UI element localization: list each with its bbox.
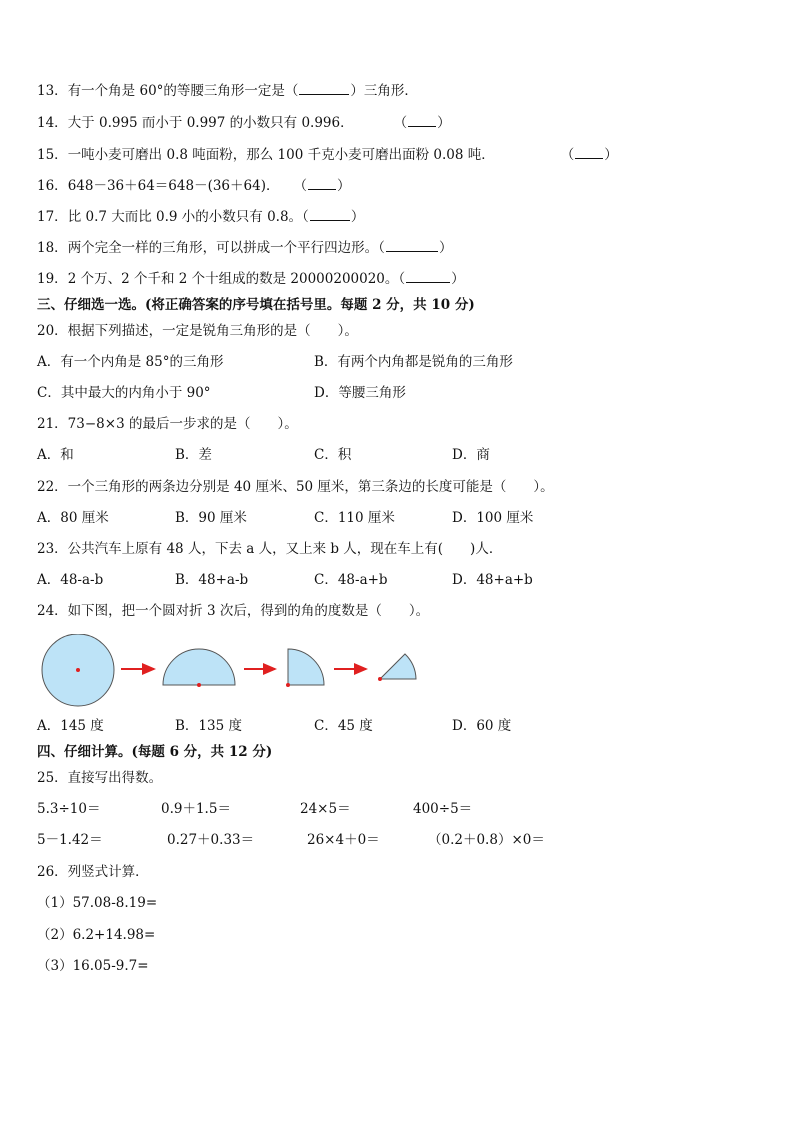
quarter-circle-shape: [288, 649, 324, 685]
option-22-c[interactable]: C．110 厘米: [314, 510, 395, 526]
section-heading-3: 三、仔细选一选。(将正确答案的序号填在括号里。每题 2 分，共 10 分): [37, 297, 475, 313]
question-17: [37, 208, 364, 226]
answer-blank[interactable]: [575, 146, 603, 159]
calc-item: （0.2＋0.8）×0＝: [428, 832, 545, 848]
paren-close: ）: [336, 178, 351, 194]
paren-open: （: [393, 115, 408, 131]
question-text: 比 0.7 大而比 0.9 小的小数只有 0.8。（: [67, 209, 309, 225]
calc-item: 5.3÷10＝: [37, 801, 101, 817]
paren-close: ）: [451, 271, 465, 287]
option-22-d[interactable]: D．100 厘米: [452, 510, 534, 526]
question-number: 16．: [37, 178, 68, 194]
question-text: 648－36＋64＝648－(36＋64)．: [67, 178, 280, 194]
option-20-d[interactable]: D．等腰三角形: [314, 385, 406, 401]
option-21-a[interactable]: A．和: [37, 447, 74, 463]
question-14: [37, 114, 451, 132]
option-23-b[interactable]: B．48+a-b: [175, 572, 249, 588]
vertical-calc-item-3: （3）16.05-9.7=: [37, 958, 149, 974]
question-number: 17．: [37, 209, 68, 225]
paren-close: ）: [350, 209, 365, 225]
question-number: 18．: [37, 240, 68, 256]
paren-close: ）: [604, 147, 618, 163]
eighth-circle-shape: [380, 654, 416, 679]
answer-blank[interactable]: [308, 177, 336, 190]
option-22-a[interactable]: A．80 厘米: [37, 510, 109, 526]
question-21-stem: 21．73−8×3 的最后一步求的是（ ）。: [37, 416, 298, 432]
question-13: [37, 82, 418, 100]
option-24-a[interactable]: A．145 度: [37, 718, 104, 734]
question-number: 14．: [37, 115, 68, 131]
option-22-b[interactable]: B．90 厘米: [175, 510, 247, 526]
option-21-b[interactable]: B．差: [175, 447, 212, 463]
question-19: [37, 270, 465, 288]
question-number: 19．: [37, 271, 68, 287]
paren-close: ）: [438, 240, 453, 256]
section-heading-4: 四、仔细计算。(每题 6 分，共 12 分): [37, 744, 273, 760]
calc-item: 0.27＋0.33＝: [167, 832, 255, 848]
question-text-end: ）三角形．: [350, 83, 418, 99]
question-text: 大于 0.995 而小于 0.997 的小数只有 0.996．: [67, 115, 354, 131]
option-20-c[interactable]: C．其中最大的内角小于 90°: [37, 385, 211, 401]
paren-open: （: [293, 178, 307, 194]
answer-blank[interactable]: [310, 208, 350, 221]
option-23-a[interactable]: A．48-a-b: [37, 572, 104, 588]
question-24-stem: 24．如下图，把一个圆对折 3 次后，得到的角的度数是（ ）。: [37, 603, 430, 619]
question-15: [37, 146, 618, 164]
question-text: 有一个角是 60°的等腰三角形一定是（: [67, 83, 299, 99]
question-text: 一吨小麦可磨出 0.8 吨面粉，那么 100 千克小麦可磨出面粉 0.08 吨．: [67, 147, 495, 163]
option-24-d[interactable]: D．60 度: [452, 718, 512, 734]
center-dot: [76, 668, 80, 672]
center-dot: [378, 677, 382, 681]
question-number: 13．: [37, 83, 68, 99]
option-21-c[interactable]: C．积: [314, 447, 352, 463]
calc-item: 400÷5＝: [413, 801, 473, 817]
center-dot: [286, 683, 290, 687]
option-23-c[interactable]: C．48-a+b: [314, 572, 388, 588]
question-18: [37, 239, 452, 257]
question-25-stem: 25．直接写出得数。: [37, 770, 163, 786]
option-24-b[interactable]: B．135 度: [175, 718, 242, 734]
question-20-stem: 20．根据下列描述，一定是锐角三角形的是（ ）。: [37, 323, 358, 339]
semicircle-shape: [163, 649, 235, 685]
circle-folding-figure: [38, 634, 428, 709]
calc-item: 24×5＝: [300, 801, 351, 817]
option-20-b[interactable]: B．有两个内角都是锐角的三角形: [314, 354, 513, 370]
calc-item: 26×4＋0＝: [307, 832, 380, 848]
option-20-a[interactable]: A．有一个内角是 85°的三角形: [37, 354, 224, 370]
calc-item: 5－1.42＝: [37, 832, 103, 848]
paren-close: ）: [437, 115, 451, 131]
option-21-d[interactable]: D．商: [452, 447, 490, 463]
option-23-d[interactable]: D．48+a+b: [452, 572, 533, 588]
answer-blank[interactable]: [386, 239, 438, 252]
center-dot: [197, 683, 201, 687]
vertical-calc-item-1: （1）57.08-8.19=: [37, 895, 158, 911]
paren-open: （: [560, 147, 575, 163]
question-text: 2 个万、2 个千和 2 个十组成的数是 20000200020。（: [67, 271, 406, 287]
question-23-stem: 23．公共汽车上原有 48 人，下去 a 人，又上来 b 人，现在车上有( )人．: [37, 541, 503, 557]
answer-blank[interactable]: [408, 114, 436, 127]
calc-item: 0.9＋1.5＝: [161, 801, 231, 817]
question-22-stem: 22．一个三角形的两条边分别是 40 厘米、50 厘米，第三条边的长度可能是（ ）。: [37, 479, 554, 495]
question-number: 15．: [37, 147, 68, 163]
question-16: [37, 177, 350, 195]
question-26-stem: 26．列竖式计算．: [37, 864, 149, 880]
option-24-c[interactable]: C．45 度: [314, 718, 373, 734]
answer-blank[interactable]: [406, 270, 450, 283]
vertical-calc-item-2: （2）6.2+14.98=: [37, 927, 156, 943]
question-text: 两个完全一样的三角形，可以拼成一个平行四边形。（: [67, 240, 385, 256]
answer-blank[interactable]: [299, 82, 349, 95]
